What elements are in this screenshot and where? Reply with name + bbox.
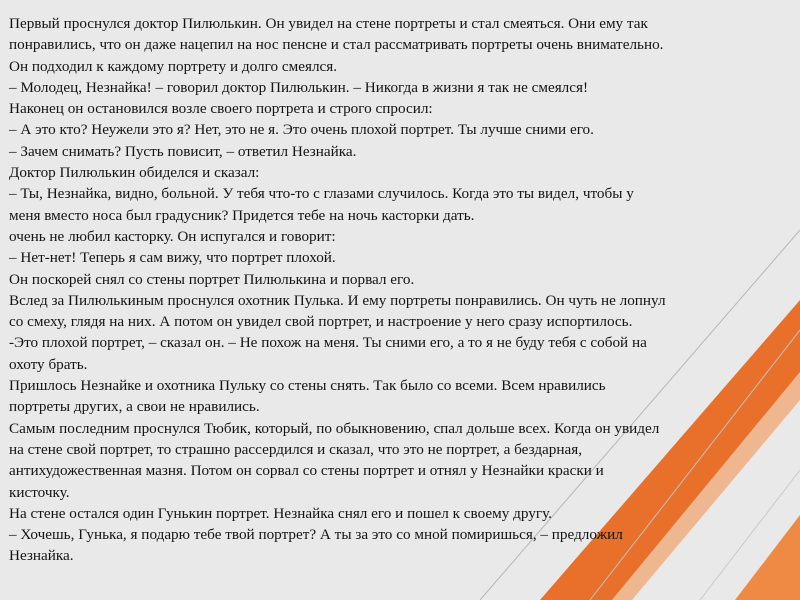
text-line: Он подходил к каждому портрету и долго смеялся. [9, 57, 338, 75]
text-line: со смеху, глядя на них. А потом он увидел свой портрет, и настроение у него сразу испортилось. [9, 313, 633, 331]
text-line: портреты других, а свои не нравились. [9, 398, 260, 416]
text-line: Пришлось Незнайке и охотника Пульку со стены снять. Так было со всеми. Всем нравились [9, 377, 606, 395]
text-line: -Это плохой портрет, – сказал он. – Не похож на меня. Ты сними его, а то я не буду тебя с собой на [9, 334, 647, 352]
text-line: кисточку. [9, 483, 70, 501]
text-line: – А это кто? Неужели это я? Нет, это не я. Это очень плохой портрет. Ты лучше сними его. [9, 121, 594, 139]
text-line: – Хочешь, Гунька, я подарю тебе твой портрет? А ты за это со мной помиришься, – предложил [9, 526, 623, 544]
text-line: охоту брать. [9, 355, 88, 373]
text-line: – Нет-нет! Теперь я сам вижу, что портрет плохой. [9, 249, 336, 267]
text-line: Самым последним проснулся Тюбик, который, по обыкновению, спал дольше всех. Когда он увидел [9, 419, 660, 437]
text-line: антихудожественная мазня. Потом он сорвал со стены портрет и отнял у Незнайки краски и [9, 462, 604, 480]
text-line: Доктор Пилюлькин обиделся и сказал: [9, 164, 260, 182]
text-line: понравились, что он даже нацепил на нос пенсне и стал рассматривать портреты очень внимательно. [9, 36, 664, 54]
text-line: – Зачем снимать? Пусть повисит, – ответил Незнайка. [9, 142, 357, 160]
text-line: На стене остался один Гунькин портрет. Незнайка снял его и пошел к своему другу. [9, 504, 552, 522]
text-line: меня вместо носа был градусник? Придется тебе на ночь касторки дать. [9, 206, 475, 224]
text-line: – Ты, Незнайка, видно, больной. У тебя что-то с глазами случилось. Когда это ты видел, чтобы у [9, 185, 634, 203]
text-line: Вслед за Пилюлькиным проснулся охотник Пулька. И ему портреты понравились. Он чуть не лопнул [9, 291, 666, 309]
story-text [9, 13, 779, 567]
text-line: Первый проснулся доктор Пилюлькин. Он увидел на стене портреты и стал смеяться. Они ему так [9, 15, 648, 32]
text-line: очень не любил касторку. Он испугался и говорит: [9, 227, 336, 245]
text-line: Наконец он остановился возле своего портрета и строго спросил: [9, 100, 433, 118]
text-line: – Молодец, Незнайка! – говорил доктор Пилюлькин. – Никогда в жизни я так не смеялся! [9, 78, 589, 96]
text-line: Он поскорей снял со стены портрет Пилюлькина и порвал его. [9, 270, 415, 288]
text-line: Незнайка. [9, 547, 74, 565]
text-line: на стене свой портрет, то страшно рассердился и сказал, что это не портрет, а бездарная, [9, 440, 583, 458]
